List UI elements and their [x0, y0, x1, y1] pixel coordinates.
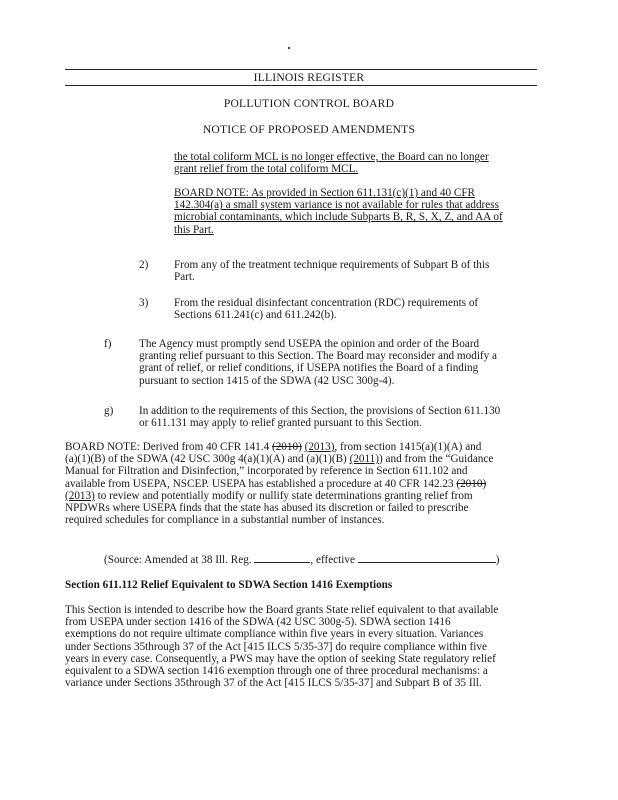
- item-3-label: 3): [139, 297, 149, 309]
- header-rule-bottom: [65, 85, 537, 86]
- item-g-text: In addition to the requirements of this Section, the provisions of Section 611.130 or 611.131 may apply to relief granted pursuant to this Section.: [139, 405, 501, 430]
- notice-title: NOTICE OF PROPOSED AMENDMENTS: [202, 123, 416, 136]
- continuation-text: the total coliform MCL is no longer effective, the Board can no longer grant relief from the total coliform MCL.: [174, 151, 489, 176]
- section-heading: Section 611.112 Relief Equivalent to SDWA Section 1416 Exemptions: [65, 579, 393, 591]
- item-f-text: The Agency must promptly send USEPA the opinion and order of the Board granting relief pursuant to this Section. The Board may reconsider and modify a grant of relief, or relief conditions, if USEPA notifies the Board of a finding pursuant to section 1415 of the SDWA (42 USC 300g-4).: [139, 338, 498, 387]
- board-note-derivation: BOARD NOTE: Derived from 40 CFR 141.4 (2010) (2013), from section 1415(a)(1)(A) and (a)(1)(B) of the SDWA (42 USC 300g 4(a)(1)(A) and (a)(1)(B) (2011)) and from the “Guidance Manual for Filtration and Disinfection,” incorporated by reference in Section 611.102 and available from USEPA, NSCEP. USEPA has established a procedure at 40 CFR 142.23 (2010) (2013) to review and potentially modify or nullify state determinations granting relief from NPDWRs where USEPA finds that the state has abused its discretion or failed to prescribe required schedules for compliance in a substantial number of instances.: [65, 441, 494, 527]
- item-3-text: From the residual disinfectant concentration (RDC) requirements of Sections 611.241(c) and 611.242(b).: [174, 297, 479, 322]
- board-title: POLLUTION CONTROL BOARD: [223, 97, 395, 110]
- effective-date-blank: [358, 553, 496, 563]
- item-2-text: From any of the treatment technique requirements of Subpart B of this Part.: [174, 259, 490, 284]
- scan-speck: [288, 47, 290, 49]
- header-rule-top: [65, 69, 537, 70]
- register-title: ILLINOIS REGISTER: [253, 71, 365, 84]
- board-note-small-system: BOARD NOTE: As provided in Section 611.131(c)(1) and 40 CFR 142.304(a) a small system variance is not available for rules that address microbial contaminants, which include Subparts B, R, S, X, Z, and AA of this Part.: [174, 187, 503, 236]
- item-f-label: f): [104, 338, 112, 350]
- section-body: This Section is intended to describe how the Board grants State relief equivalent to that available from USEPA under section 1416 of the SDWA (42 USC 300g-5). SDWA section 1416 exemptions do not require ultimate compliance within five years in every situation. Variances under Sections 35through 37 of the Act [415 ILCS 5/35-37] do require compliance within five years in every case. Consequently, a PWS may have the option of seeking State regulatory relief equivalent to a SDWA section 1416 exemption through one of three procedural mechanisms: a variance under Sections 35through 37 of the Act [415 ILCS 5/35-37] and Subpart B of 35 Ill.: [65, 604, 499, 690]
- item-g-label: g): [104, 405, 114, 417]
- item-2-label: 2): [139, 259, 149, 271]
- register-blank: [254, 553, 310, 563]
- source-line: (Source: Amended at 38 Ill. Reg. , effective ): [104, 554, 500, 566]
